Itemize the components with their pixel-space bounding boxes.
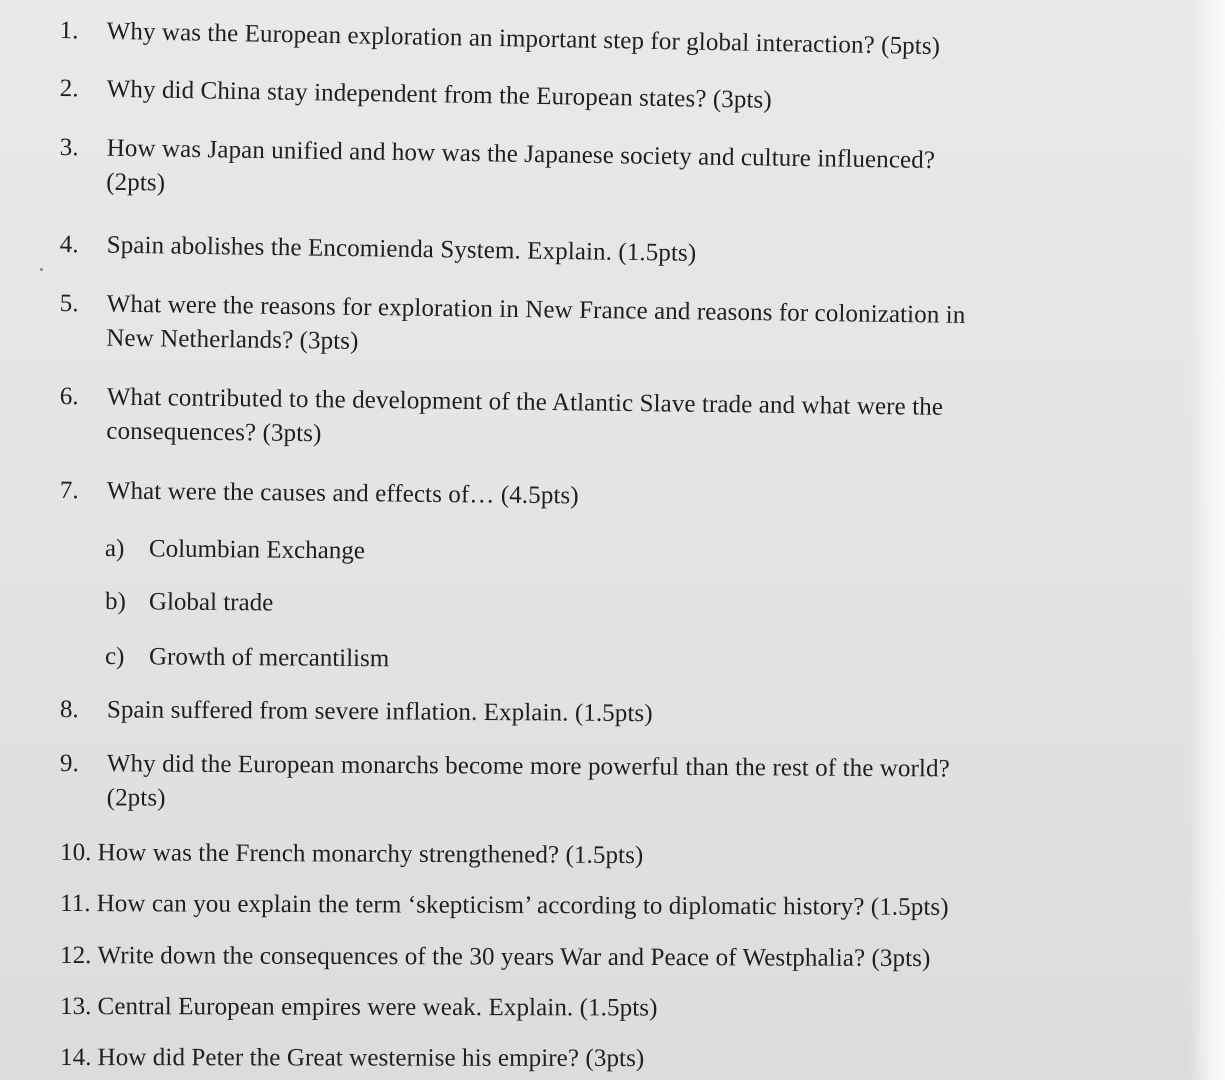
- question-14: [60, 1041, 644, 1076]
- question-13: [60, 990, 658, 1026]
- question-text-continued: (2pts): [106, 168, 166, 197]
- question-text: Spain abolishes the Encomienda System. Explain. (1.5pts): [106, 231, 697, 267]
- question-number: 6.: [59, 382, 79, 411]
- question-number: 3.: [59, 133, 79, 162]
- question-number: 4.: [59, 230, 79, 259]
- subitem-letter: c): [104, 643, 125, 671]
- question-number: 11.: [59, 890, 91, 918]
- question-text: Why was the European exploration an important step for global interaction? (5pts): [106, 17, 941, 61]
- question-text: Why did the European monarchs become more powerful than the rest of the world?: [106, 750, 950, 783]
- subitem-text: Columbian Exchange: [148, 535, 366, 565]
- question-number: 9.: [59, 749, 79, 778]
- question-text: Spain suffered from severe inflation. Explain. (1.5pts): [106, 696, 653, 728]
- question-text-continued: (2pts): [106, 784, 166, 812]
- question-text-continued: consequences? (3pts): [106, 417, 322, 448]
- subitem-a: [105, 532, 365, 568]
- subitem-text: Global trade: [148, 588, 274, 617]
- question-number: 2.: [59, 74, 79, 103]
- question-number: 13.: [59, 993, 92, 1021]
- question-number: 8.: [59, 695, 79, 724]
- question-text: Write down the consequences of the 30 years War and Peace of Westphalia? (3pts): [97, 942, 931, 973]
- question-text: How did Peter the Great westernise his empire? (3pts): [97, 1044, 645, 1073]
- question-text: What contributed to the development of the Atlantic Slave trade and what were the: [106, 383, 944, 421]
- question-text-continued: New Netherlands? (3pts): [106, 324, 359, 355]
- question-number: 7.: [59, 476, 79, 505]
- question-text: Why did China stay independent from the European states? (3pts): [106, 75, 773, 114]
- question-number: 10.: [59, 839, 92, 867]
- question-text: How was the French monarchy strengthened? (1.5pts): [97, 839, 644, 870]
- question-number: 14.: [59, 1044, 92, 1072]
- subitem-b: [105, 585, 274, 620]
- question-10: [60, 836, 644, 873]
- subitem-letter: b): [104, 588, 126, 616]
- subitem-text: Growth of mercantilism: [148, 643, 390, 673]
- question-11: [60, 887, 949, 925]
- subitem-letter: a): [104, 535, 125, 563]
- question-text: What were the causes and effects of… (4.5pts): [106, 477, 579, 510]
- question-text: What were the reasons for exploration in New France and reasons for colonization in: [106, 290, 966, 329]
- question-number: 12.: [59, 942, 92, 970]
- question-number: 5.: [59, 289, 79, 318]
- question-12: [60, 939, 931, 976]
- question-number: 1.: [59, 16, 79, 45]
- question-text: Central European empires were weak. Explain. (1.5pts): [97, 993, 658, 1022]
- question-text: How can you explain the term ‘skepticism’ according to diplomatic history? (1.5pts): [96, 890, 949, 921]
- subitem-c: [105, 640, 389, 676]
- question-text: How was Japan unified and how was the Japanese society and culture influenced?: [106, 134, 936, 174]
